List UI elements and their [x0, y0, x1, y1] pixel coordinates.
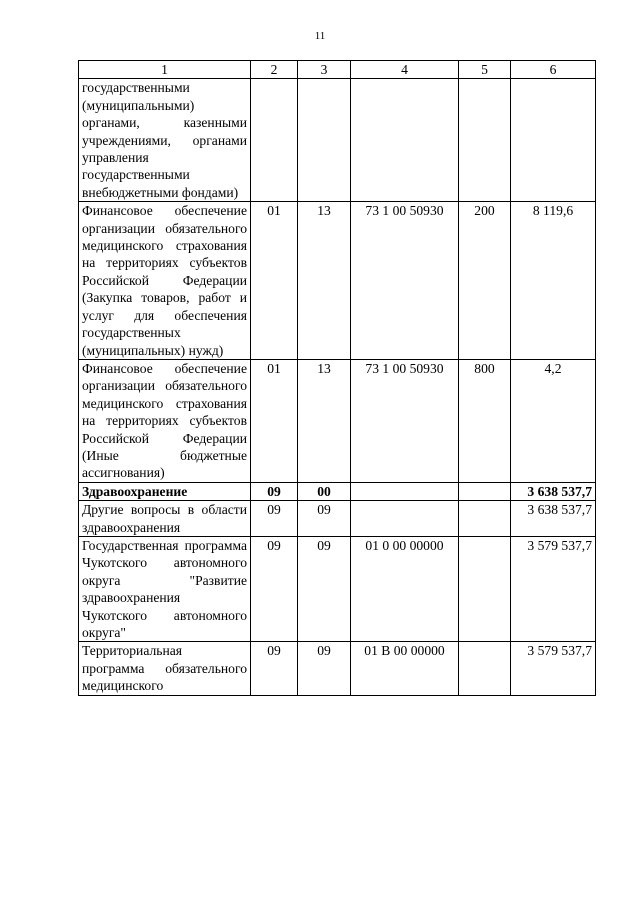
header-col-1: 1: [79, 61, 251, 79]
table-row: [79, 642, 596, 695]
row-sum: [511, 79, 596, 202]
table-header: [79, 61, 596, 79]
table-body: [79, 79, 596, 695]
row-section: 01: [251, 202, 298, 360]
row-section: 09: [251, 536, 298, 641]
row-name: Другие вопросы в области здравоохранения: [79, 501, 251, 537]
row-target-article: [351, 482, 459, 500]
row-sum: 8 119,6: [511, 202, 596, 360]
row-name: государственными (муниципальными) органами, казенными учреждениями, органами управления государственными внебюджетными фондами): [79, 79, 251, 202]
row-name: Территориальная программа обязательного медицинского: [79, 642, 251, 695]
row-target-article: [351, 79, 459, 202]
table-row: [79, 202, 596, 360]
row-name: Государственная программа Чукотского автономного округа "Развитие здравоохранения Чукотского автономного округа": [79, 536, 251, 641]
table-row: [79, 79, 596, 202]
row-expense-type: 200: [459, 202, 511, 360]
row-target-article: 73 1 00 50930: [351, 359, 459, 482]
header-col-2: 2: [251, 61, 298, 79]
row-subsection: 00: [298, 482, 351, 500]
row-subsection: 09: [298, 536, 351, 641]
table-row: [79, 482, 596, 500]
row-section: 01: [251, 359, 298, 482]
row-subsection: [298, 79, 351, 202]
table-row: [79, 359, 596, 482]
page-number: 11: [314, 30, 326, 42]
table-row: [79, 536, 596, 641]
row-sum: 3 579 537,7: [511, 536, 596, 641]
row-section: [251, 79, 298, 202]
row-name: Здравоохранение: [79, 482, 251, 500]
row-section: 09: [251, 642, 298, 695]
budget-table: [78, 60, 596, 696]
row-name: Финансовое обеспечение организации обязательного медицинского страхования на территориях субъектов Российской Федерации (Иные бюджетные ассигнования): [79, 359, 251, 482]
row-expense-type: 800: [459, 359, 511, 482]
table-row: [79, 501, 596, 537]
row-subsection: 09: [298, 642, 351, 695]
row-target-article: [351, 501, 459, 537]
row-subsection: 09: [298, 501, 351, 537]
row-target-article: 01 В 00 00000: [351, 642, 459, 695]
row-target-article: 01 0 00 00000: [351, 536, 459, 641]
row-expense-type: [459, 642, 511, 695]
header-col-4: 4: [351, 61, 459, 79]
row-subsection: 13: [298, 359, 351, 482]
header-row: [79, 61, 596, 79]
row-expense-type: [459, 79, 511, 202]
row-expense-type: [459, 501, 511, 537]
header-col-3: 3: [298, 61, 351, 79]
row-section: 09: [251, 501, 298, 537]
row-sum: 3 638 537,7: [511, 482, 596, 500]
header-col-6: 6: [511, 61, 596, 79]
row-sum: 3 638 537,7: [511, 501, 596, 537]
row-expense-type: [459, 536, 511, 641]
row-expense-type: [459, 482, 511, 500]
row-sum: 4,2: [511, 359, 596, 482]
row-subsection: 13: [298, 202, 351, 360]
row-section: 09: [251, 482, 298, 500]
header-col-5: 5: [459, 61, 511, 79]
row-name: Финансовое обеспечение организации обязательного медицинского страхования на территориях субъектов Российской Федерации (Закупка товаров, работ и услуг для обеспечения государственных (муниципальных) нужд): [79, 202, 251, 360]
row-sum: 3 579 537,7: [511, 642, 596, 695]
row-target-article: 73 1 00 50930: [351, 202, 459, 360]
